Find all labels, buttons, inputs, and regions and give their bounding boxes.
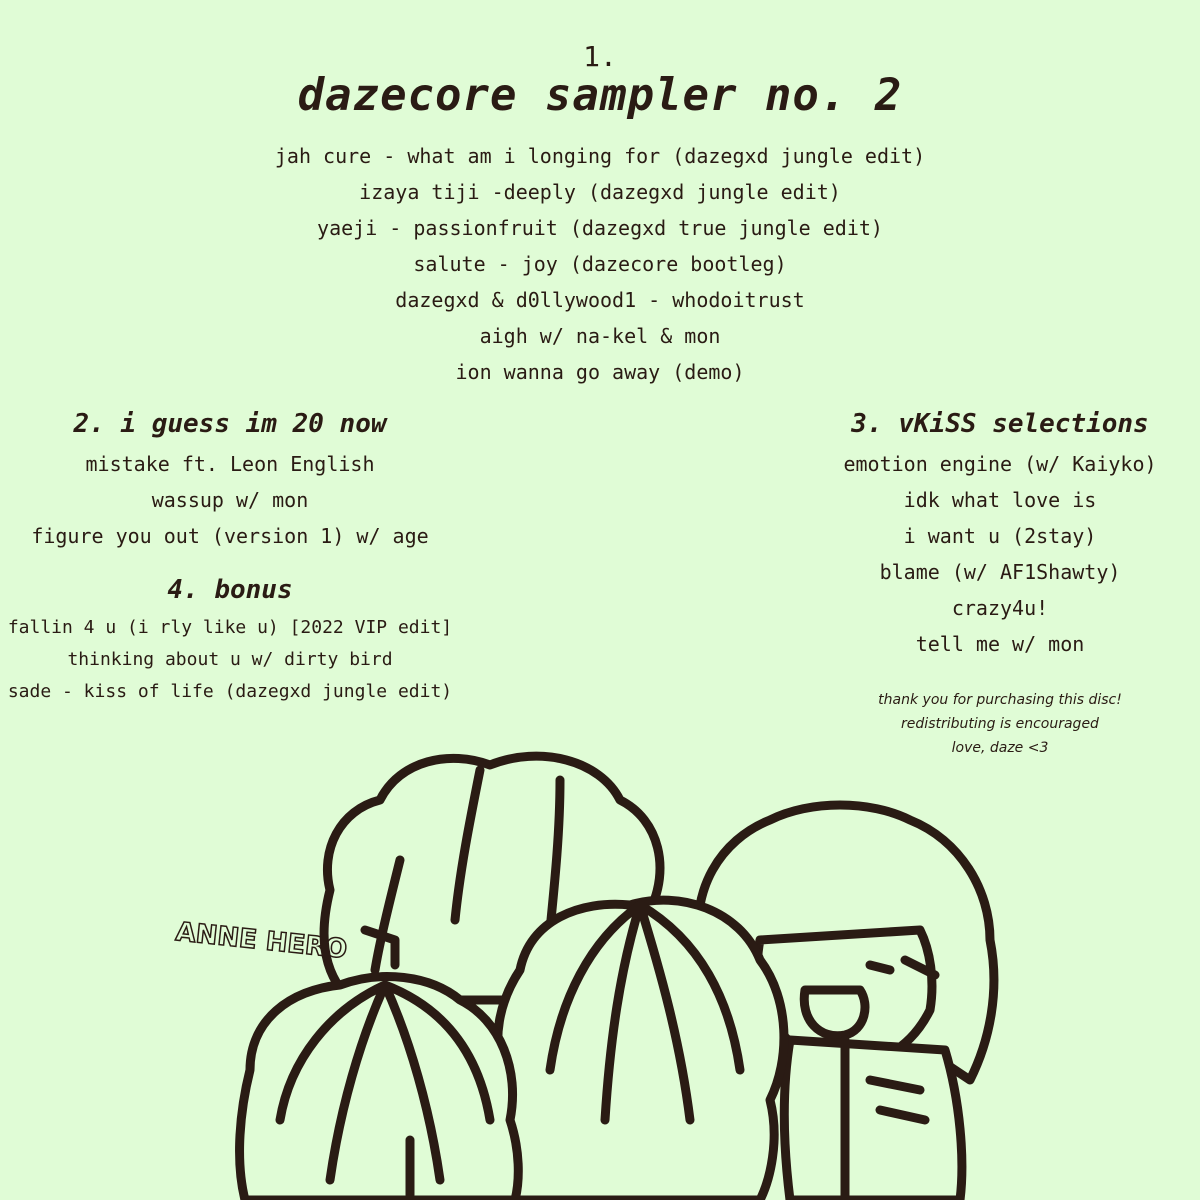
track-item: ion wanna go away (demo): [455, 360, 745, 384]
artist-signature: ANNE HERO: [174, 917, 349, 965]
section-4: [0, 568, 460, 708]
section-2-title: 2. i guess im 20 now: [73, 409, 387, 439]
track-item: mistake ft. Leon English: [85, 452, 375, 476]
track-item: aigh w/ na-kel & mon: [479, 324, 721, 348]
album-title: dazecore sampler no. 2: [297, 70, 903, 121]
section-1-number: 1.: [583, 40, 617, 73]
track-item: wassup w/ mon: [151, 488, 309, 512]
track-item: crazy4u!: [951, 596, 1049, 620]
track-item: emotion engine (w/ Kaiyko): [843, 452, 1157, 476]
section-2: [0, 402, 460, 554]
track-item: izaya tiji -deeply (dazegxd jungle edit): [359, 180, 841, 204]
character-illustration: [0, 740, 1200, 1200]
track-item: salute - joy (dazecore bootleg): [413, 252, 787, 276]
track-item: sade - kiss of life (dazegxd jungle edit): [7, 681, 453, 702]
section-4-title: 4. bonus: [167, 575, 293, 605]
track-item: dazegxd & d0llywood1 - whodoitrust: [395, 288, 805, 312]
track-item: fallin 4 u (i rly like u) [2022 VIP edit]: [7, 617, 453, 638]
track-item: tell me w/ mon: [915, 632, 1085, 656]
track-item: figure you out (version 1) w/ age: [31, 524, 429, 548]
right-character-mouth: [804, 990, 865, 1036]
section-3-tracklist: [770, 446, 1200, 662]
section-1-tracklist: [0, 138, 1200, 390]
track-item: thinking about u w/ dirty bird: [67, 649, 393, 670]
thank-you-line: thank you for purchasing this disc!: [878, 692, 1122, 708]
track-item: idk what love is: [903, 488, 1097, 512]
track-item: jah cure - what am i longing for (dazegxd jungle edit): [274, 144, 926, 168]
track-item: yaeji - passionfruit (dazegxd true jungle edit): [317, 216, 883, 240]
redistribute-line: redistributing is encouraged: [901, 716, 1099, 732]
section-4-tracklist: [0, 612, 460, 708]
track-item: blame (w/ AF1Shawty): [879, 560, 1121, 584]
signoff-line: love, daze <3: [951, 740, 1049, 756]
right-character-jacket: [784, 1040, 962, 1200]
track-item: i want u (2stay): [903, 524, 1097, 548]
section-3: [770, 402, 1200, 662]
section-2-tracklist: [0, 446, 460, 554]
section-3-title: 3. vKiSS selections: [851, 409, 1149, 439]
